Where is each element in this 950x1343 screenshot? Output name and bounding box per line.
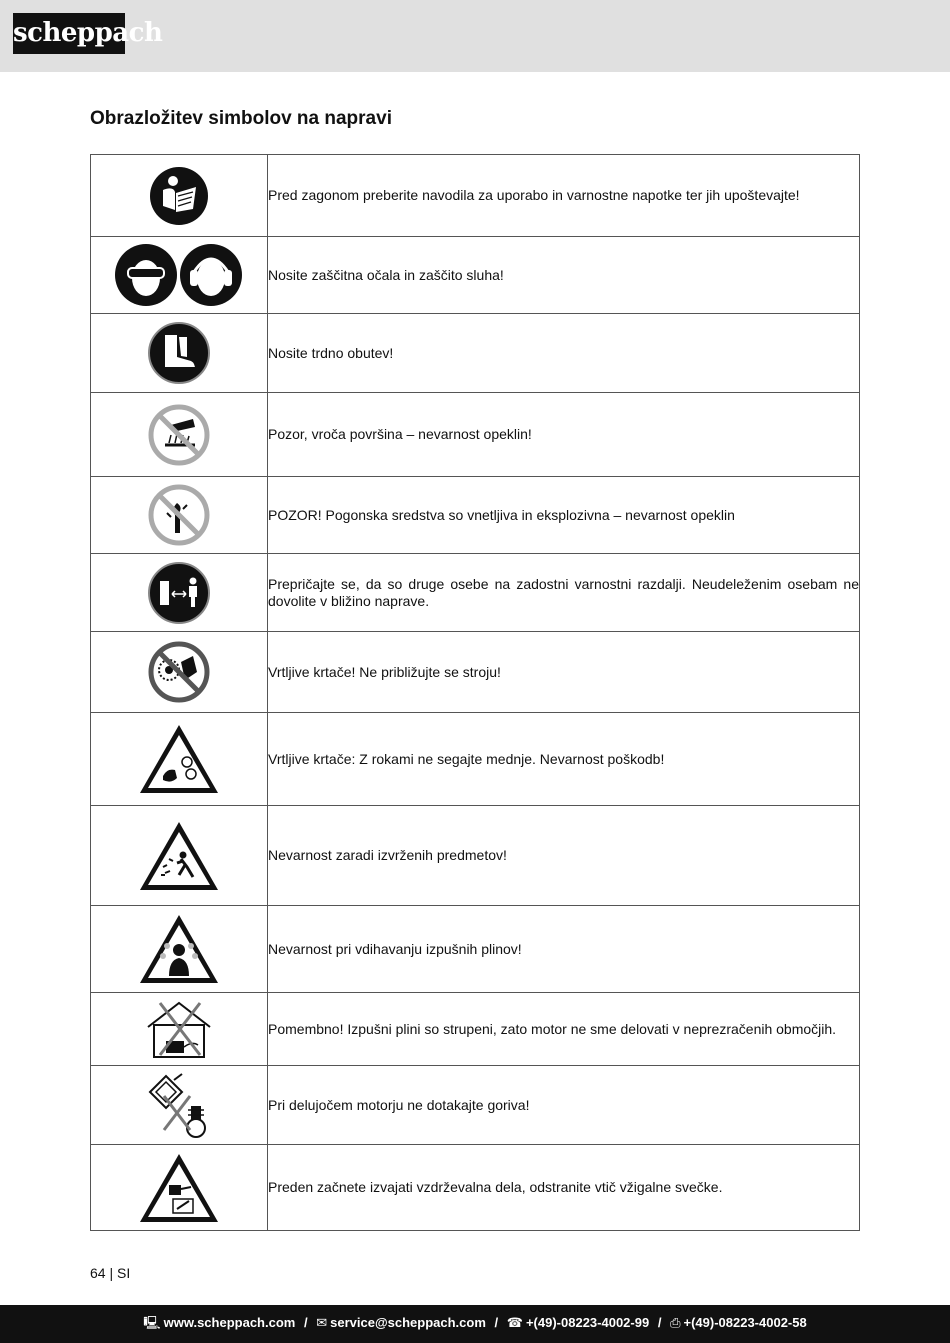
table-row	[91, 554, 860, 632]
symbol-description: Nevarnost pri vdihavanju izpušnih plinov!	[268, 906, 860, 993]
page-number: 64 | SI	[90, 1265, 131, 1281]
no-indoor-operation-icon	[144, 997, 214, 1061]
phone-icon: ☎︎	[506, 1315, 523, 1330]
flying-objects-warning-icon	[137, 819, 221, 893]
page-footer	[0, 1305, 950, 1343]
table-row	[91, 806, 860, 906]
fax-number: +(49)-08223-4002-58	[683, 1315, 807, 1330]
symbol-description: Vrtljive krtače! Ne približujte se stroju!	[268, 632, 860, 713]
table-row	[91, 237, 860, 314]
website-link[interactable]: www.scheppach.com	[163, 1315, 296, 1330]
symbol-description: Pri delujočem motorju ne dotakajte goriva!	[268, 1066, 860, 1145]
table-row	[91, 393, 860, 477]
no-rotating-brush-icon	[147, 640, 211, 704]
toxic-fumes-warning-icon	[137, 912, 221, 986]
symbol-description: Pomembno! Izpušni plini so strupeni, zato motor ne sme delovati v neprezračenih območjih.	[268, 993, 860, 1066]
symbol-description: Nosite trdno obutev!	[268, 314, 860, 393]
table-row	[91, 713, 860, 806]
page-title: Obrazložitev simbolov na napravi	[90, 108, 392, 129]
read-manual-icon	[149, 166, 209, 226]
symbol-description: Pred zagonom preberite navodila za uporabo in varnostne napotke ter jih upoštevajte!	[268, 155, 860, 237]
symbols-table	[90, 154, 860, 1231]
table-row	[91, 477, 860, 554]
keep-distance-icon	[147, 561, 211, 625]
symbol-description: POZOR! Pogonska sredstva so vnetljiva in eksplozivna – nevarnost opeklin	[268, 477, 860, 554]
fax-icon: ⎙	[670, 1315, 681, 1330]
email-link[interactable]: service@scheppach.com	[330, 1315, 486, 1330]
envelope-icon: ✉︎	[316, 1315, 328, 1330]
table-row	[91, 155, 860, 237]
table-row	[91, 993, 860, 1066]
symbol-description: Preden začnete izvajati vzdrževalna dela, odstranite vtič vžigalne svečke.	[268, 1145, 860, 1231]
no-refuel-running-icon	[144, 1070, 214, 1140]
symbol-description: Nosite zaščitna očala in zaščito sluha!	[268, 237, 860, 314]
table-row	[91, 1145, 860, 1231]
no-open-flame-icon	[147, 483, 211, 547]
footer-separator: /	[657, 1315, 662, 1330]
page-header	[0, 0, 950, 72]
symbol-description: Nevarnost zaradi izvrženih predmetov!	[268, 806, 860, 906]
table-row	[91, 1066, 860, 1145]
footer-separator: /	[494, 1315, 499, 1330]
table-row	[91, 314, 860, 393]
symbol-description: Pozor, vroča površina – nevarnost opeklin!	[268, 393, 860, 477]
symbol-description: Prepričajte se, da so druge osebe na zadostni varnostni razdalji. Neudeleženim osebam ne dovolite v bližino naprave.	[268, 554, 860, 632]
scheppach-logo: scheppach	[13, 13, 125, 54]
hand-injury-warning-icon	[137, 722, 221, 796]
footer-separator: /	[303, 1315, 308, 1330]
computer-icon: 🖳︎	[143, 1315, 161, 1330]
table-row	[91, 906, 860, 993]
safety-boots-icon	[147, 321, 211, 385]
table-row	[91, 632, 860, 713]
goggles-ear-protection-icon	[114, 242, 244, 308]
remove-spark-plug-icon	[137, 1151, 221, 1225]
hot-surface-icon	[147, 403, 211, 467]
phone-number: +(49)-08223-4002-99	[525, 1315, 650, 1330]
symbol-description: Vrtljive krtače: Z rokami ne segajte mednje. Nevarnost poškodb!	[268, 713, 860, 806]
